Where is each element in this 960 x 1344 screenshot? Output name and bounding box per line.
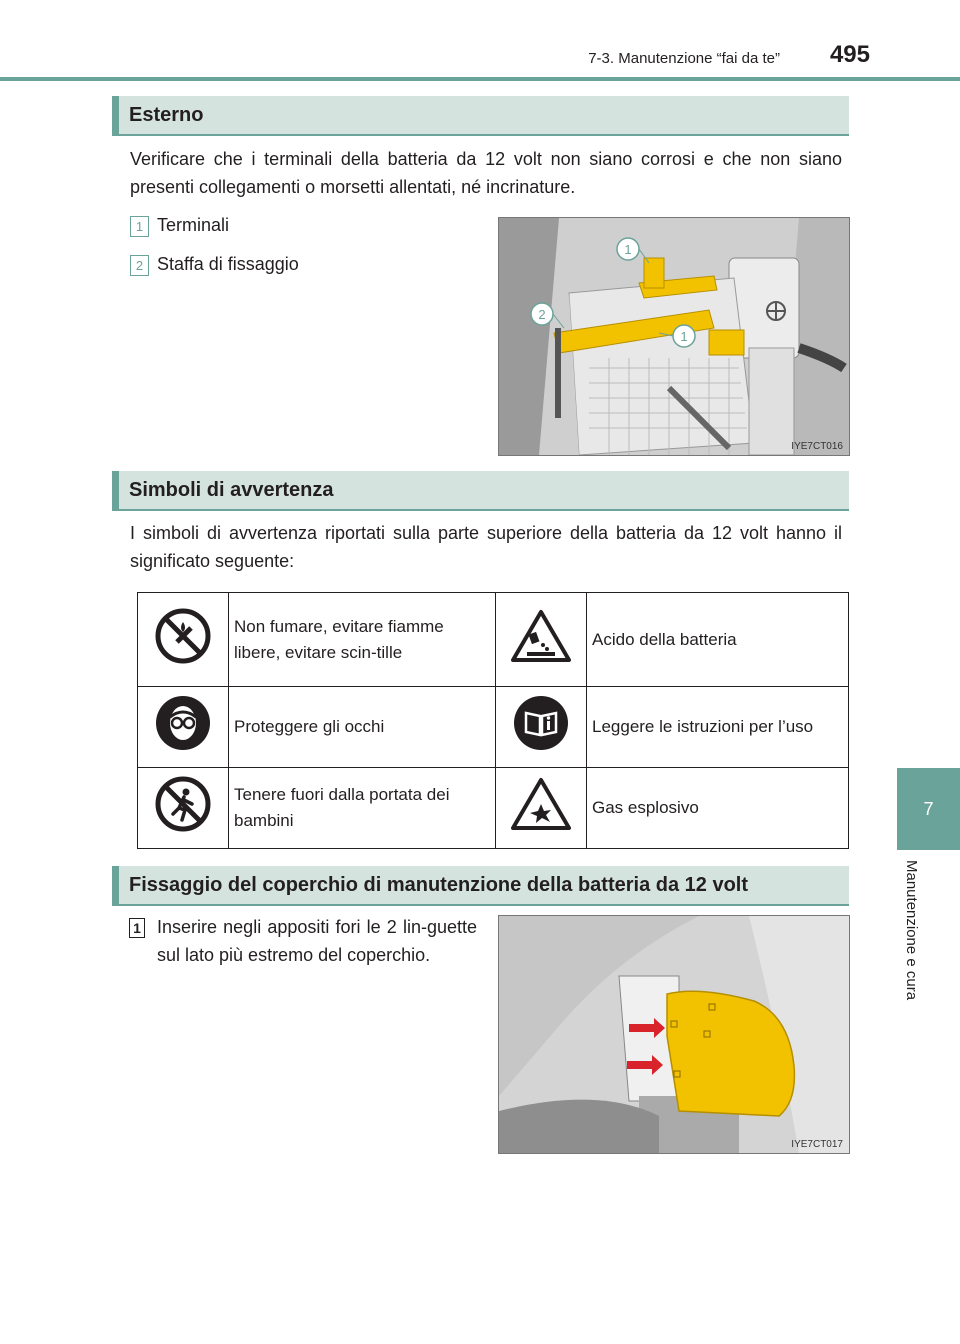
symbol-cell	[138, 687, 229, 768]
section-heading-fissaggio	[112, 866, 849, 906]
symbol-cell	[496, 768, 587, 849]
chapter-tab[interactable]: 7	[897, 768, 960, 850]
table-row	[138, 593, 849, 687]
chapter-title: Manutenzione e cura	[903, 860, 920, 1001]
section-title: Simboli di avvertenza	[129, 479, 334, 501]
symbol-description: Leggere le istruzioni per l’uso	[587, 687, 849, 768]
eye-protection-icon	[155, 695, 211, 751]
symbol-description: Tenere fuori dalla portata dei bambini	[229, 768, 496, 849]
symbol-cell	[138, 593, 229, 687]
no-smoking-icon	[155, 608, 211, 664]
symbol-cell	[496, 687, 587, 768]
step-text: Inserire negli appositi fori le 2 lin-guette sul lato più estremo del coperchio.	[157, 917, 477, 965]
explosive-gas-icon	[510, 777, 572, 831]
callout-1-bottom: 1	[680, 329, 688, 344]
section-heading-esterno	[112, 96, 849, 136]
symbol-description: Non fumare, evitare fiamme libere, evitare scin-tille	[229, 593, 496, 687]
section-title: Fissaggio del coperchio di manutenzione della batteria da 12 volt	[129, 874, 749, 896]
read-instructions-icon	[513, 695, 569, 751]
callout-1-top: 1	[624, 242, 632, 257]
table-row	[138, 768, 849, 849]
keep-away-children-icon	[155, 776, 211, 832]
page-number: 495	[829, 41, 870, 68]
section-heading-simboli	[112, 471, 849, 511]
item-number: 1	[130, 216, 149, 237]
battery-illustration	[499, 218, 849, 455]
symbol-cell	[496, 593, 587, 687]
simboli-paragraph: I simboli di avvertenza riportati sulla parte superiore della batteria da 12 volt hanno il significato seguente:	[130, 523, 842, 571]
symbol-description: Proteggere gli occhi	[229, 687, 496, 768]
warning-symbols-table	[137, 592, 849, 849]
image-code: IYE7CT016	[791, 441, 843, 452]
callout-2: 2	[538, 307, 546, 322]
chapter-side-label	[878, 860, 938, 1040]
symbol-description: Gas esplosivo	[587, 768, 849, 849]
item-number: 2	[130, 255, 149, 276]
battery-photo	[498, 217, 850, 456]
cover-photo	[498, 915, 850, 1154]
step-number: 1	[129, 918, 145, 938]
esterno-paragraph: Verificare che i terminali della batteria da 12 volt non siano corrosi e che non siano presenti collegamenti o morsetti allentati, né incrinature.	[130, 149, 842, 197]
cover-illustration	[499, 916, 849, 1153]
battery-acid-icon	[510, 609, 572, 663]
header-section-title: 7-3. Manutenzione “fai da te”	[588, 50, 780, 67]
header-rule	[0, 77, 960, 81]
symbol-cell	[138, 768, 229, 849]
section-title: Esterno	[129, 104, 204, 126]
symbol-description: Acido della batteria	[587, 593, 849, 687]
image-code: IYE7CT017	[791, 1139, 843, 1150]
item-label-terminali: Terminali	[157, 215, 230, 235]
item-label-staffa: Staffa di fissaggio	[157, 254, 299, 274]
table-row	[138, 687, 849, 768]
